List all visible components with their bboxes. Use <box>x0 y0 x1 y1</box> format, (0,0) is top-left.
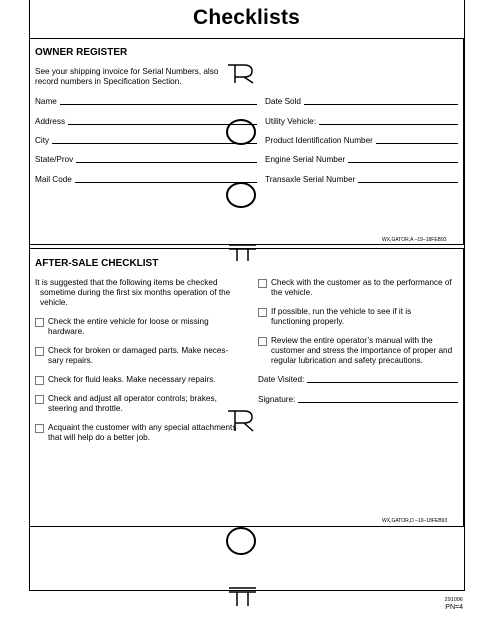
state-prov-label: State/Prov <box>35 155 74 164</box>
after-sale-intro-1: It is suggested that the following items be checked <box>35 278 218 287</box>
fluid-leaks-item: Check for fluid leaks. Make necessary repairs. <box>48 375 216 384</box>
binding-mark-4 <box>228 586 258 608</box>
performance-checkbox[interactable] <box>258 279 267 288</box>
city-field[interactable] <box>35 136 257 146</box>
utility-vehicle-field[interactable] <box>265 117 458 127</box>
hardware-checkbox[interactable] <box>35 318 44 327</box>
page-title: Checklists <box>192 6 301 29</box>
utility-vehicle-label: Utility Vehicle: <box>265 117 316 126</box>
engine-serial-field[interactable] <box>265 155 458 165</box>
date-sold-field[interactable] <box>265 97 458 107</box>
binding-mark-1 <box>226 63 256 85</box>
run-vehicle-checkbox[interactable] <box>258 308 267 317</box>
mail-code-label: Mail Code <box>35 175 72 184</box>
operator-controls-checkbox[interactable] <box>35 395 44 404</box>
attachments-checkbox[interactable] <box>35 424 44 433</box>
punch-hole-3 <box>225 526 259 556</box>
owner-register-intro-1: See your shipping invoice for Serial Numbers, also <box>35 67 219 76</box>
engine-serial-line <box>348 162 458 163</box>
address-field[interactable] <box>35 117 257 127</box>
state-prov-line <box>76 162 257 163</box>
operators-manual-item: Review the entire operator’s manual with the customer and stress the importance of proper and regular lubrication and safety precautions. <box>271 336 453 365</box>
after-sale-intro-2: sometime during the first six months operation of the <box>40 288 231 297</box>
punch-hole-1 <box>225 119 259 145</box>
after-sale-title: AFTER-SALE CHECKLIST <box>35 258 159 269</box>
owner-register-code: WX,GATOR,A –19–18FEB93 <box>382 237 447 243</box>
name-field[interactable] <box>35 97 257 107</box>
hardware-item: Check the entire vehicle for loose or missing hardware. <box>48 317 209 336</box>
utility-vehicle-line <box>319 124 458 125</box>
state-prov-field[interactable] <box>35 155 257 165</box>
damaged-parts-checkbox[interactable] <box>35 347 44 356</box>
address-label: Address <box>35 117 66 126</box>
date-visited-label: Date Visited: <box>258 375 305 384</box>
signature-field[interactable] <box>258 395 458 405</box>
date-visited-field[interactable] <box>258 375 458 385</box>
transaxle-serial-line <box>358 182 458 183</box>
date-visited-line <box>307 382 458 383</box>
date-sold-label: Date Sold <box>265 97 301 106</box>
attachments-item: Acquaint the customer with any special attachments that will help do a better job. <box>48 423 237 442</box>
operator-controls-item: Check and adjust all operator controls; brakes, steering and throttle. <box>48 394 217 413</box>
product-id-line <box>376 143 458 144</box>
name-line <box>60 104 257 105</box>
name-label: Name <box>35 97 57 106</box>
product-id-field[interactable] <box>265 136 458 146</box>
binding-mark-3 <box>226 409 256 433</box>
engine-serial-label: Engine Serial Number <box>265 155 346 164</box>
owner-register-intro-2: record numbers in Specification Section. <box>35 77 182 86</box>
owner-register-title: OWNER REGISTER <box>35 47 128 58</box>
transaxle-serial-label: Transaxle Serial Number <box>265 175 356 184</box>
footer-small-code: 291096 <box>444 597 463 603</box>
page-number: PN=4 <box>445 604 463 611</box>
performance-item: Check with the customer as to the performance of the vehicle. <box>271 278 452 297</box>
after-sale-code: WX,GATOR,D –19–18FEB93 <box>382 518 448 524</box>
transaxle-serial-field[interactable] <box>265 175 458 185</box>
damaged-parts-item: Check for broken or damaged parts. Make neces- sary repairs. <box>48 346 229 365</box>
punch-hole-2 <box>225 181 259 209</box>
signature-line <box>298 402 458 403</box>
page-right-edge <box>464 0 465 590</box>
mail-code-field[interactable] <box>35 175 257 185</box>
date-sold-line <box>304 104 458 105</box>
product-id-label: Product Identification Number <box>265 136 373 145</box>
after-sale-intro-3: vehicle. <box>40 298 68 307</box>
operators-manual-checkbox[interactable] <box>258 337 267 346</box>
binding-mark-2 <box>228 243 258 263</box>
run-vehicle-item: If possible, run the vehicle to see if it is functioning properly. <box>271 307 412 326</box>
city-label: City <box>35 136 50 145</box>
fluid-leaks-checkbox[interactable] <box>35 376 44 385</box>
after-sale-panel <box>29 248 464 527</box>
signature-label: Signature: <box>258 395 296 404</box>
